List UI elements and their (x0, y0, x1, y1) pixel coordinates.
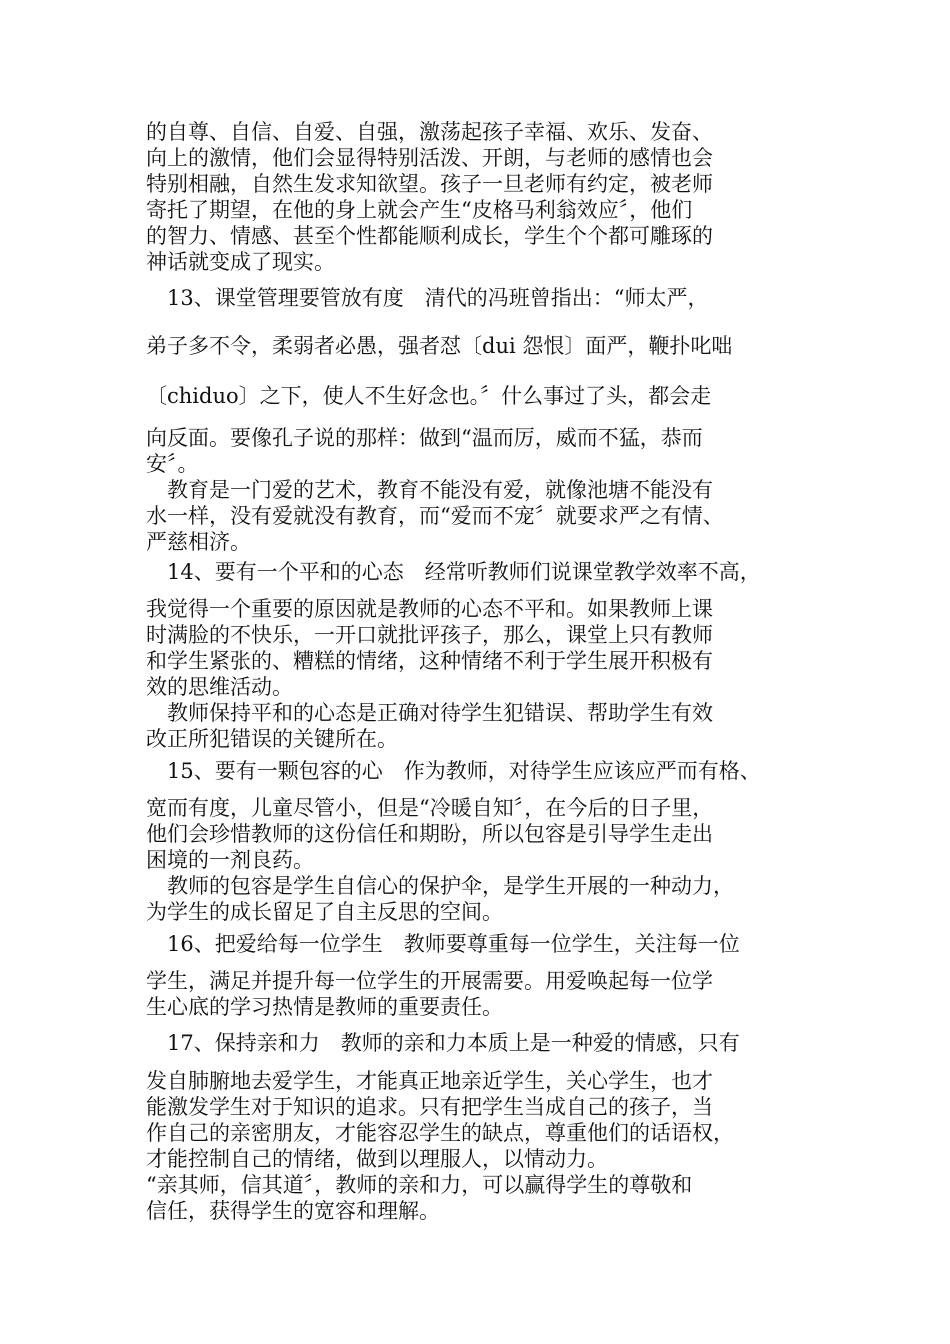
text-line: 信任，获得学生的宽容和理解。 (146, 1199, 440, 1223)
text-line: 作自己的亲密朋友，才能容忍学生的缺点，尊重他们的话语权， (146, 1121, 734, 1145)
text-line: 向上的激情，他们会显得特别活泼、开朗，与老师的感情也会 (146, 146, 713, 170)
section-13-heading (146, 285, 826, 311)
text-line: 我觉得一个重要的原因就是教师的心态不平和。如果教师上课 (146, 597, 713, 621)
text-line: 时满脸的不快乐，一开口就批评孩子，那么，课堂上只有教师 (146, 623, 713, 647)
text-line: 严慈相济。 (146, 530, 251, 554)
text-line: 他们会珍惜教师的这份信任和期盼，所以包容是引导学生走出 (146, 822, 713, 846)
section-13-line (146, 383, 826, 409)
text-line: 教师的包容是学生自信心的保护伞，是学生开展的一种动力， (146, 874, 734, 898)
text-line: 生心底的学习热情是教师的重要责任。 (146, 995, 503, 1019)
paragraph-intro (146, 119, 826, 275)
text-line: 的智力、情感、甚至个性都能顺利成长，学生个个都可雕琢的 (146, 224, 713, 248)
section-13-body (146, 425, 826, 555)
text-line: 17、保持亲和力 教师的亲和力本质上是一种爱的情感，只有 (146, 1031, 740, 1055)
text-line: 特别相融，自然生发求知欲望。孩子一旦老师有约定，被老师 (146, 172, 713, 196)
text-line: 15、要有一颗包容的心 作为教师，对待学生应该应严而有格、 (146, 759, 761, 783)
section-14-heading (146, 559, 826, 585)
text-line: 安〞。 (146, 452, 199, 476)
text-line: 能激发学生对于知识的追求。只有把学生当成自己的孩子，当 (146, 1095, 713, 1119)
text-line: 的自尊、自信、自爱、自强，激荡起孩子幸福、欢乐、发奋、 (146, 120, 713, 144)
text-line: “亲其师，信其道〞，教师的亲和力，可以赢得学生的尊敬和 (146, 1173, 693, 1197)
text-line: 弟子多不令，柔弱者必愚，强者怼〔dui 怨恨〕面严，鞭扑叱咄 (146, 334, 733, 358)
text-line: 向反面。要像孔子说的那样：做到“温而厉，威而不猛，恭而 (146, 426, 703, 450)
section-17-heading (146, 1030, 826, 1056)
text-line: 水一样，没有爱就没有教育，而“爱而不宠〞就要求严之有情、 (146, 504, 724, 528)
text-line: 教育是一门爱的艺术，教育不能没有爱，就像池塘不能没有 (146, 478, 713, 502)
text-line: 改正所犯错误的关键所在。 (146, 727, 398, 751)
text-line: 寄托了期望，在他的身上就会产生“皮格马利翁效应〞，他们 (146, 198, 693, 222)
text-line: 学生，满足并提升每一位学生的开展需要。用爱唤起每一位学 (146, 969, 713, 993)
section-16-body (146, 968, 826, 1020)
text-line: 为学生的成长留足了自主反思的空间。 (146, 900, 503, 924)
section-14-body (146, 596, 826, 752)
section-15-body (146, 795, 826, 925)
text-line: 教师保持平和的心态是正确对待学生犯错误、帮助学生有效 (146, 701, 713, 725)
text-line: 神话就变成了现实。 (146, 250, 335, 274)
text-line: 〔chiduo〕之下，使人不生好念也。〞什么事过了头，都会走 (146, 384, 712, 408)
text-line: 13、课堂管理要管放有度 清代的冯班曾指出：“师太严， (146, 286, 709, 310)
text-line: 14、要有一个平和的心态 经常听教师们说课堂教学效率不高， (146, 560, 761, 584)
section-13-line (146, 333, 826, 359)
text-line: 效的思维活动。 (146, 675, 293, 699)
text-line: 才能控制自己的情绪，做到以理服人，以情动力。 (146, 1147, 608, 1171)
text-line: 16、把爱给每一位学生 教师要尊重每一位学生，关注每一位 (146, 932, 740, 956)
text-line: 困境的一剂良药。 (146, 848, 314, 872)
section-17-body (146, 1068, 826, 1224)
text-line: 和学生紧张的、糟糕的情绪，这种情绪不利于学生展开积极有 (146, 649, 713, 673)
section-15-heading (146, 758, 826, 784)
section-16-heading (146, 931, 826, 957)
text-line: 发自肺腑地去爱学生，才能真正地亲近学生，关心学生，也才 (146, 1069, 713, 1093)
text-line: 宽而有度，儿童尽管小，但是“冷暖自知〞，在今后的日子里， (146, 796, 714, 820)
